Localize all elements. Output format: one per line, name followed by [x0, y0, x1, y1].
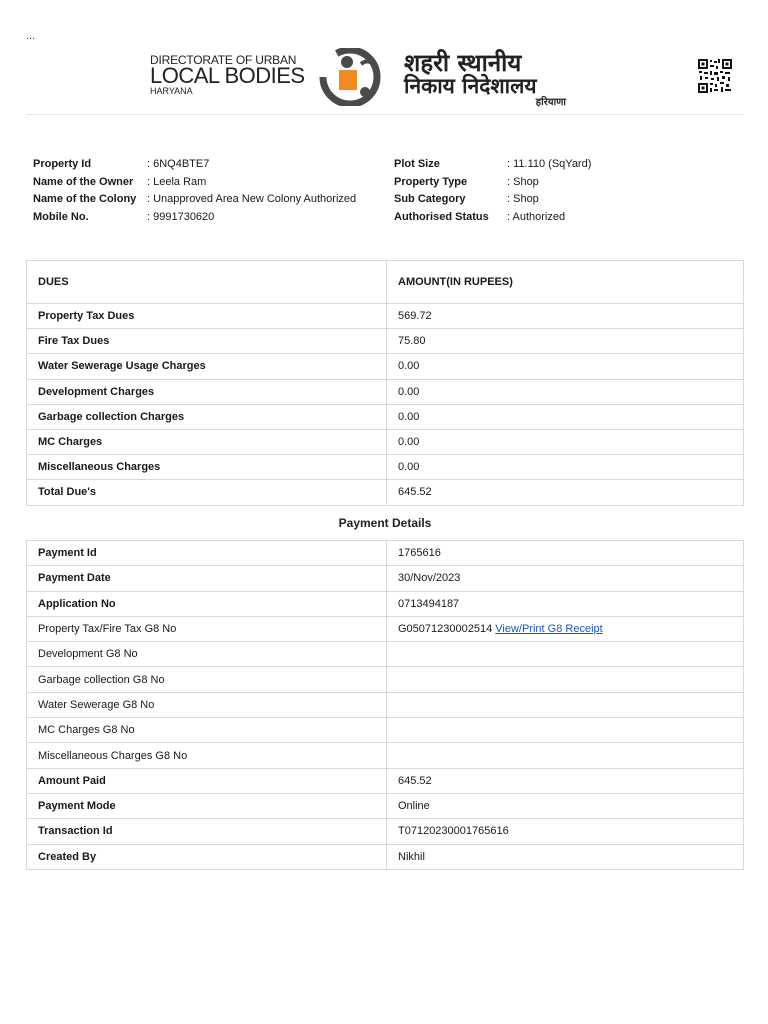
- payment-label: Transaction Id: [27, 819, 387, 844]
- payment-value: Online: [398, 800, 430, 813]
- table-row: [27, 566, 744, 591]
- payment-value-cell: [387, 844, 744, 869]
- property-info-label: Property Id: [33, 158, 92, 170]
- property-info-right: [394, 156, 744, 227]
- property-info-value: : 6NQ4BTE7: [147, 158, 210, 170]
- logo-hi-line2: निकाय निदेशालय: [404, 74, 537, 98]
- logo-en-line1: DIRECTORATE OF URBAN: [150, 53, 297, 67]
- payment-value-cell: [387, 768, 744, 793]
- dues-label: Total Due's: [27, 480, 387, 505]
- payment-label: Water Sewerage G8 No: [27, 692, 387, 717]
- payment-value-cell: [387, 793, 744, 818]
- dues-label: Property Tax Dues: [27, 304, 387, 329]
- table-row: [27, 304, 744, 329]
- property-info-value: : Shop: [507, 193, 539, 206]
- dues-amount: 0.00: [387, 404, 744, 429]
- page-header: [26, 44, 744, 115]
- dues-label: Development Charges: [27, 379, 387, 404]
- property-info-row: [33, 209, 383, 227]
- table-row: [27, 541, 744, 566]
- table-row: [27, 768, 744, 793]
- qr-code-icon: [698, 59, 732, 93]
- property-info-label: Authorised Status: [394, 211, 489, 224]
- payment-label: Amount Paid: [27, 768, 387, 793]
- property-info-left: [33, 156, 383, 227]
- logo-en-line3: HARYANA: [150, 86, 193, 96]
- property-info-value: : Unapproved Area New Colony Authorized: [147, 193, 357, 206]
- property-info-label: Plot Size: [394, 158, 440, 170]
- property-info-value: : 11.110 (SqYard): [507, 158, 592, 170]
- table-row: [27, 819, 744, 844]
- dues-header-row: [27, 261, 744, 304]
- property-info-value: : 9991730620: [147, 211, 215, 224]
- table-row: [27, 667, 744, 692]
- dues-amount: 569.72: [387, 304, 744, 329]
- property-info-row: [33, 156, 383, 174]
- payment-label: Payment Id: [27, 541, 387, 566]
- payment-value: G05071230002514: [398, 623, 493, 636]
- logo-hi-line1: शहरी स्थानीय: [404, 49, 522, 77]
- dues-amount: 0.00: [387, 429, 744, 454]
- property-info-row: [394, 156, 744, 174]
- property-info-value: : Authorized: [507, 211, 566, 224]
- payment-label: Created By: [27, 844, 387, 869]
- property-info-row: [394, 174, 744, 192]
- dues-label: Garbage collection Charges: [27, 404, 387, 429]
- payment-value-cell: [387, 667, 744, 692]
- payment-label: Miscellaneous Charges G8 No: [27, 743, 387, 768]
- property-info-row: [33, 174, 383, 192]
- payment-value-cell: [387, 692, 744, 717]
- dues-label: MC Charges: [27, 429, 387, 454]
- logo-hi-line3: हरियाणा: [535, 97, 566, 108]
- property-info-value: : Shop: [507, 175, 539, 188]
- property-info-row: [394, 209, 744, 227]
- dues-table: [26, 260, 744, 506]
- payment-value: 1765616: [398, 547, 441, 560]
- dues-label: Miscellaneous Charges: [27, 455, 387, 480]
- property-info-row: [33, 191, 383, 209]
- dulb-english-logo: [150, 53, 305, 98]
- payment-label: Application No: [27, 591, 387, 616]
- payment-value-cell: [387, 819, 744, 844]
- dues-label: Fire Tax Dues: [27, 329, 387, 354]
- dues-amount: 0.00: [387, 354, 744, 379]
- table-row: [27, 591, 744, 616]
- dues-amount: 0.00: [387, 455, 744, 480]
- view-print-g8-receipt-link[interactable]: View/Print G8 Receipt: [495, 623, 603, 636]
- payment-value-cell: [387, 743, 744, 768]
- logo-en-line2: LOCAL BODIES: [150, 63, 305, 88]
- payment-value: Nikhil: [398, 850, 425, 863]
- payment-value: 0713494187: [398, 597, 460, 610]
- dues-amount: 75.80: [387, 329, 744, 354]
- table-row: [27, 379, 744, 404]
- table-row: [27, 616, 744, 641]
- table-row: [27, 642, 744, 667]
- payment-label: Property Tax/Fire Tax G8 No: [27, 616, 387, 641]
- dues-amount: 645.52: [387, 480, 744, 505]
- table-row: [27, 743, 744, 768]
- payment-details-table: [26, 540, 744, 870]
- payment-value: 30/Nov/2023: [398, 572, 461, 585]
- payment-value-cell: [387, 642, 744, 667]
- table-row: [27, 718, 744, 743]
- property-info-value: : Leela Ram: [147, 175, 207, 188]
- payment-label: Garbage collection G8 No: [27, 667, 387, 692]
- table-row: [27, 455, 744, 480]
- table-row: [27, 429, 744, 454]
- payment-label: Payment Date: [27, 566, 387, 591]
- payment-value-cell: [387, 718, 744, 743]
- dues-amount: 0.00: [387, 379, 744, 404]
- table-row: [27, 480, 744, 505]
- property-info-row: [394, 191, 744, 209]
- table-row: [27, 793, 744, 818]
- table-row: [27, 329, 744, 354]
- table-row: [27, 844, 744, 869]
- property-info-label: Sub Category: [394, 193, 466, 206]
- payment-value-cell: [387, 591, 744, 616]
- payment-value: 645.52: [398, 774, 432, 787]
- payment-label: Payment Mode: [27, 793, 387, 818]
- property-info-label: Property Type: [394, 175, 468, 188]
- property-info-label: Name of the Colony: [33, 193, 137, 206]
- property-info-label: Name of the Owner: [33, 175, 134, 188]
- dulb-emblem-icon: [309, 48, 391, 106]
- dues-column-header: DUES: [27, 261, 387, 304]
- amount-column-header: AMOUNT(IN RUPEES): [387, 261, 744, 304]
- table-row: [27, 692, 744, 717]
- property-info-label: Mobile No.: [33, 211, 89, 224]
- payment-value: T07120230001765616: [398, 825, 509, 838]
- payment-label: Development G8 No: [27, 642, 387, 667]
- payment-value-cell: [387, 541, 744, 566]
- dulb-hindi-logo: [404, 50, 574, 106]
- payment-label: MC Charges G8 No: [27, 718, 387, 743]
- payment-value-cell: [387, 616, 744, 641]
- payment-details-title: Payment Details: [338, 516, 432, 530]
- table-row: [27, 404, 744, 429]
- top-ellipsis: ...: [26, 30, 36, 42]
- payment-value-cell: [387, 566, 744, 591]
- table-row: [27, 354, 744, 379]
- dues-label: Water Sewerage Usage Charges: [27, 354, 387, 379]
